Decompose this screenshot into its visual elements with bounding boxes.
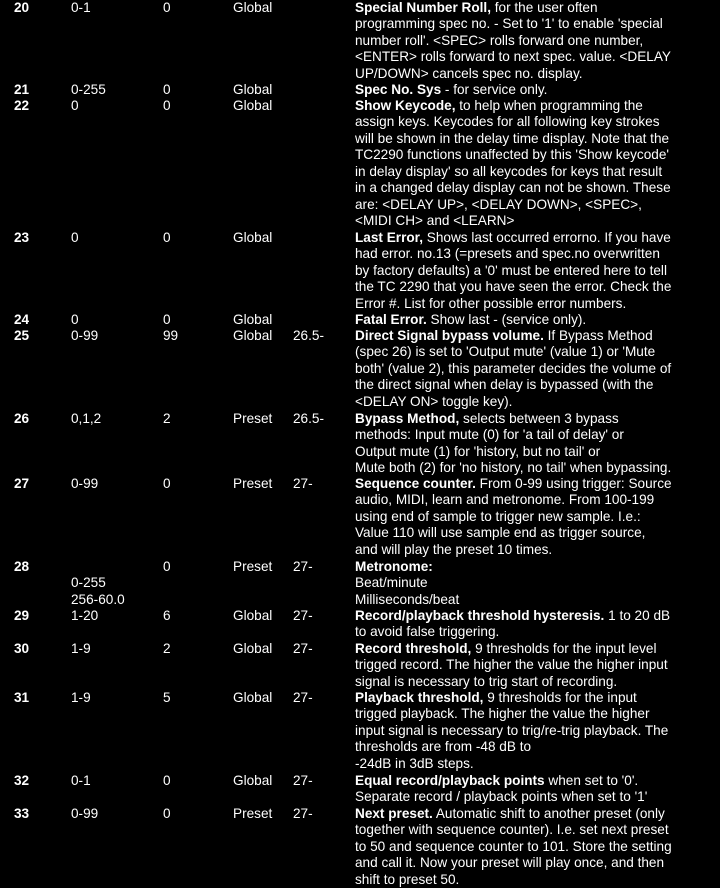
- spec-number: 20: [14, 0, 30, 15]
- description: [355, 312, 717, 328]
- description-line: methods: Input mute (0) for 'a tail of delay' or: [355, 427, 624, 443]
- description: [355, 0, 717, 82]
- scope: Global: [233, 98, 273, 113]
- spec-number: 28: [14, 559, 30, 574]
- software-version: 26.5-: [293, 411, 324, 426]
- default-value: 0: [163, 559, 171, 574]
- description: [355, 806, 717, 888]
- description-line: using end of sample to trigger new sample. I.e.:: [355, 508, 641, 524]
- spec-number: 21: [14, 82, 30, 97]
- default-value: 6: [163, 608, 171, 623]
- description-line: both' (value 2), this parameter decides the volume of: [355, 360, 672, 376]
- description-line: the direct signal when delay is bypassed (with the: [355, 377, 654, 393]
- description-text: 9 thresholds for the input: [483, 690, 637, 705]
- scope: Global: [233, 230, 273, 245]
- description-text: for the user often: [490, 0, 598, 15]
- software-version: 27-: [293, 806, 313, 821]
- description: [355, 82, 717, 98]
- scope: Global: [233, 328, 273, 343]
- description-line: by factory defaults) a '0' must be entered here to tell: [355, 262, 667, 278]
- description-line: [355, 773, 717, 789]
- description-line: and will play the preset 10 times.: [355, 541, 553, 557]
- software-version: 27-: [293, 608, 313, 623]
- spec-number: 31: [14, 690, 30, 705]
- description-line: [355, 82, 717, 98]
- description-line: [355, 641, 717, 657]
- description-line: Error #. List for other possible error numbers.: [355, 295, 627, 311]
- scope: Preset: [233, 476, 273, 491]
- value-range: 0-99: [71, 328, 99, 343]
- description-text: Shows last occurred errorno. If you have: [423, 230, 671, 245]
- description-text: selects between 3 bypass: [459, 411, 619, 426]
- spec-number: 32: [14, 773, 30, 788]
- software-version: 27-: [293, 476, 313, 491]
- description-line: assign keys. Keycodes for all following key strokes: [355, 114, 660, 130]
- description-line: programming spec no. - Set to '1' to enable 'special: [355, 16, 663, 32]
- description-line: thresholds are from -48 dB to: [355, 739, 532, 755]
- default-value: 99: [163, 328, 179, 343]
- description-line: to avoid false triggering.: [355, 624, 500, 640]
- default-value: 0: [163, 0, 171, 15]
- value-range: 0-255: [71, 82, 106, 97]
- software-version: 27-: [293, 559, 313, 574]
- description-line: number roll'. <SPEC> rolls forward one number,: [355, 32, 644, 48]
- description-line: [355, 690, 717, 706]
- spec-number: 25: [14, 328, 30, 343]
- description-line: Value 110 will use sample end as trigger source,: [355, 525, 646, 541]
- default-value: 0: [163, 98, 171, 113]
- description-line: audio, MIDI, learn and metronome. From 100-199: [355, 492, 655, 508]
- description-text: 1 to 20 dB: [604, 608, 671, 623]
- parameter-title: Equal record/playback points: [355, 773, 545, 788]
- parameter-title: Last Error,: [355, 230, 423, 245]
- description-text: Automatic shift to another preset (only: [432, 806, 665, 821]
- description-text: to help when programming the: [455, 98, 643, 113]
- default-value: 0: [163, 476, 171, 491]
- scope: Global: [233, 690, 273, 705]
- description-line: [355, 312, 717, 328]
- spec-number: 24: [14, 312, 30, 327]
- value-range: 1-9: [71, 690, 91, 705]
- description-line: had error. no.13 (=presets and spec.no overwritten: [355, 246, 660, 262]
- description-line: (spec 26) is set to 'Output mute' (value 1) or 'Mute: [355, 344, 656, 360]
- scope: Preset: [233, 806, 273, 821]
- default-value: 5: [163, 690, 171, 705]
- description-line: TC2290 functions unaffected by this 'Show keycode': [355, 147, 670, 163]
- default-value: 2: [163, 411, 171, 426]
- default-value: 0: [163, 82, 171, 97]
- parameter-title: Playback threshold,: [355, 690, 484, 705]
- description: [355, 690, 717, 772]
- spec-number: 23: [14, 230, 30, 245]
- value-range: 0,1,2: [71, 411, 102, 426]
- value-range-line: 0-255: [71, 575, 106, 591]
- parameter-title: Record/playback threshold hysteresis.: [355, 608, 605, 623]
- default-value: 0: [163, 230, 171, 245]
- scope: Global: [233, 641, 273, 656]
- description: [355, 773, 717, 806]
- scope: Global: [233, 608, 273, 623]
- description-line: trigged record. The higher the value the higher input: [355, 657, 668, 673]
- description-line: in a changed delay display can not be shown. These: [355, 180, 671, 196]
- parameter-title: Metronome:: [355, 559, 433, 574]
- description-line: -24dB in 3dB steps.: [355, 755, 474, 771]
- software-version: 27-: [293, 773, 313, 788]
- description: [355, 641, 717, 690]
- value-range-line: 256-60.0: [71, 591, 125, 607]
- description-line: [355, 608, 717, 624]
- description-line: [355, 230, 717, 246]
- value-range: 0: [71, 230, 79, 245]
- description: [355, 608, 717, 641]
- parameter-title: Show Keycode,: [355, 98, 456, 113]
- description-text: when set to '0'.: [544, 773, 639, 788]
- default-value: 2: [163, 641, 171, 656]
- value-range: [71, 559, 125, 608]
- value-range: 1-9: [71, 641, 91, 656]
- spec-number: 30: [14, 641, 30, 656]
- spec-number: 33: [14, 806, 30, 821]
- description-line: [355, 559, 717, 575]
- scope: Preset: [233, 411, 273, 426]
- parameter-title: Sequence counter.: [355, 476, 476, 491]
- description-line: the TC 2290 that you have seen the error. Check the: [355, 279, 672, 295]
- description-line: <DELAY ON> toggle key).: [355, 393, 513, 409]
- description-line: input signal is necessary to trig/re-trig playback. The: [355, 722, 669, 738]
- value-range: 0: [71, 312, 79, 327]
- description-line: [355, 411, 717, 427]
- value-range: 0-1: [71, 773, 91, 788]
- value-range-line: [71, 559, 125, 575]
- parameter-title: Direct Signal bypass volume.: [355, 328, 544, 343]
- description-line: to 50 and sequence counter to 101. Store the setting: [355, 838, 672, 854]
- parameter-title: Bypass Method,: [355, 411, 460, 426]
- description-line: Output mute (1) for 'history, but no tail' or: [355, 443, 601, 459]
- scope: Global: [233, 0, 273, 15]
- description-line: [355, 0, 717, 16]
- description-line: and call it. Now your preset will play once, and then: [355, 855, 665, 871]
- value-range: 0-99: [71, 806, 99, 821]
- description-text: - for service only.: [441, 82, 548, 97]
- parameter-title: Fatal Error.: [355, 312, 427, 327]
- spec-number: 27: [14, 476, 30, 491]
- description: [355, 230, 717, 312]
- description-line: shift to preset 50.: [355, 871, 460, 887]
- description-line: signal is necessary to trig start of recording.: [355, 673, 618, 689]
- description-line: [355, 98, 717, 114]
- software-version: 27-: [293, 641, 313, 656]
- description-line: UP/DOWN> cancels spec no. display.: [355, 65, 583, 81]
- value-range: 0-1: [71, 0, 91, 15]
- spec-number: 29: [14, 608, 30, 623]
- description-line: will be shown in the delay time display. Note that the: [355, 130, 670, 146]
- description-line: together with sequence counter). I.e. set next preset: [355, 822, 669, 838]
- description: [355, 98, 717, 230]
- description: [355, 559, 717, 608]
- spec-number: 22: [14, 98, 30, 113]
- description-text: Show last - (service only).: [426, 312, 587, 327]
- description-line: <ENTER> rolls forward to next spec. value. <DELAY: [355, 49, 671, 65]
- description: [355, 476, 717, 558]
- description-text: If Bypass Method: [543, 328, 653, 343]
- description-text: From 0-99 using trigger: Source: [475, 476, 672, 491]
- description-line: Mute both (2) for 'no history, no tail' when bypassing.: [355, 460, 672, 476]
- description-line: in delay display' so all keycodes for keys that result: [355, 163, 663, 179]
- description-line: Separate record / playback points when set to '1': [355, 789, 648, 805]
- description-line: [355, 806, 717, 822]
- default-value: 0: [163, 806, 171, 821]
- scope: Global: [233, 82, 273, 97]
- parameter-title: Record threshold,: [355, 641, 472, 656]
- description: [355, 411, 717, 477]
- description-text: 9 thresholds for the input level: [471, 641, 657, 656]
- description-line: trigged playback. The higher the value the higher: [355, 706, 650, 722]
- software-version: 27-: [293, 690, 313, 705]
- description-line: Beat/minute: [355, 575, 428, 591]
- description-line: <MIDI CH> and <LEARN>: [355, 213, 515, 229]
- software-version: 26.5-: [293, 328, 324, 343]
- description-line: [355, 328, 717, 344]
- value-range: 1-20: [71, 608, 99, 623]
- scope: Global: [233, 773, 273, 788]
- description-line: Milliseconds/beat: [355, 591, 460, 607]
- value-range: 0: [71, 98, 79, 113]
- description-line: are: <DELAY UP>, <DELAY DOWN>, <SPEC>,: [355, 196, 642, 212]
- scope: Global: [233, 312, 273, 327]
- parameter-title: Next preset.: [355, 806, 433, 821]
- parameter-title: Special Number Roll,: [355, 0, 491, 15]
- default-value: 0: [163, 773, 171, 788]
- value-range: 0-99: [71, 476, 99, 491]
- description-line: [355, 476, 717, 492]
- description: [355, 328, 717, 410]
- scope: Preset: [233, 559, 273, 574]
- spec-number: 26: [14, 411, 30, 426]
- parameter-title: Spec No. Sys: [355, 82, 442, 97]
- default-value: 0: [163, 312, 171, 327]
